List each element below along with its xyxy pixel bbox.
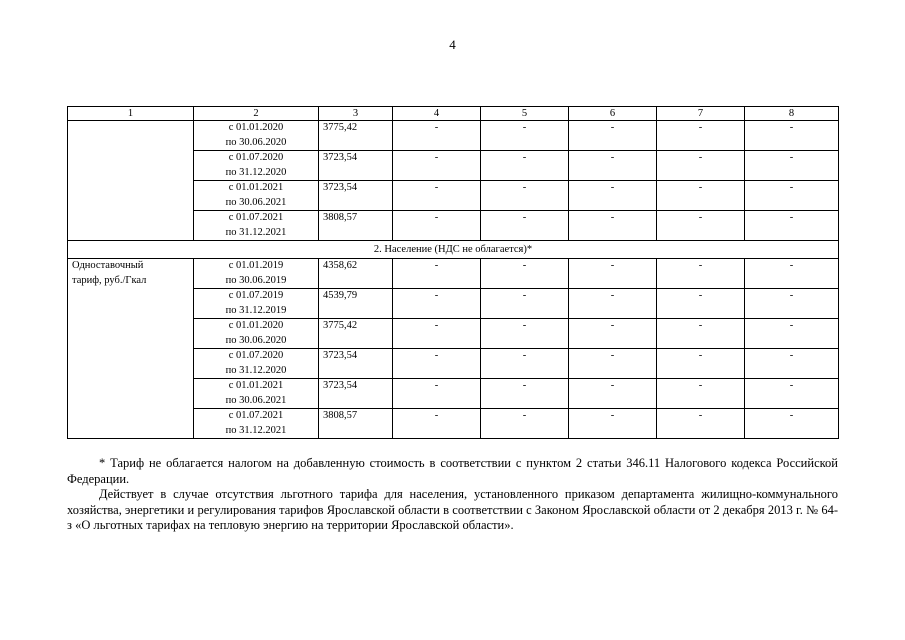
period-cell [194, 211, 319, 241]
empty-value-cell: - [393, 409, 481, 439]
empty-value-cell: - [569, 259, 657, 289]
empty-value-cell: - [569, 211, 657, 241]
empty-value-cell: - [481, 259, 569, 289]
period-cell [194, 409, 319, 439]
period-line: с 01.01.2020 [228, 320, 284, 331]
period-line: по 30.06.2021 [225, 196, 287, 208]
period-line: по 30.06.2021 [225, 394, 287, 406]
empty-value-cell: - [657, 121, 745, 151]
empty-value-cell: - [745, 181, 839, 211]
tariff-name-cell [68, 259, 194, 439]
empty-value-cell: - [393, 349, 481, 379]
period-cell [194, 151, 319, 181]
empty-value-cell: - [569, 181, 657, 211]
period-line: с 01.07.2020 [228, 350, 284, 361]
page-number: 4 [449, 37, 456, 52]
empty-value-cell: - [657, 181, 745, 211]
tariff-name-cell [68, 121, 194, 241]
empty-value-cell: - [657, 409, 745, 439]
table-header-row [68, 107, 839, 121]
period-cell [194, 289, 319, 319]
empty-value-cell: - [569, 319, 657, 349]
tariff-value-cell: 3723,54 [319, 379, 393, 409]
tariff-value-cell: 3723,54 [319, 181, 393, 211]
column-header-6: 6 [569, 107, 657, 121]
empty-value-cell: - [657, 151, 745, 181]
period-line: по 31.12.2020 [225, 166, 287, 178]
empty-value-cell: - [569, 379, 657, 409]
period-line: с 01.01.2020 [228, 122, 284, 133]
period-line: с 01.01.2021 [228, 182, 284, 193]
empty-value-cell: - [657, 319, 745, 349]
empty-value-cell: - [745, 379, 839, 409]
empty-value-cell: - [393, 151, 481, 181]
period-cell [194, 181, 319, 211]
empty-value-cell: - [393, 121, 481, 151]
empty-value-cell: - [569, 349, 657, 379]
period-line: по 30.06.2020 [225, 334, 287, 346]
period-cell [194, 349, 319, 379]
period-line: с 01.07.2019 [228, 290, 284, 301]
empty-value-cell: - [745, 211, 839, 241]
period-line: по 30.06.2019 [225, 274, 287, 286]
tariff-table-body [68, 107, 839, 439]
section-row [68, 241, 839, 259]
empty-value-cell: - [745, 409, 839, 439]
notes-block [67, 456, 838, 534]
period-line: с 01.07.2021 [228, 212, 284, 223]
empty-value-cell: - [657, 211, 745, 241]
tariff-value-cell: 3808,57 [319, 211, 393, 241]
period-line: по 31.12.2020 [225, 364, 287, 376]
column-header-2: 2 [194, 107, 319, 121]
empty-value-cell: - [481, 121, 569, 151]
empty-value-cell: - [745, 289, 839, 319]
table-row [68, 121, 839, 151]
tariff-table [67, 106, 839, 439]
column-header-1: 1 [68, 107, 194, 121]
column-header-4: 4 [393, 107, 481, 121]
empty-value-cell: - [481, 211, 569, 241]
empty-value-cell: - [569, 289, 657, 319]
empty-value-cell: - [657, 289, 745, 319]
period-cell [194, 379, 319, 409]
empty-value-cell: - [657, 349, 745, 379]
footnote-text: * Тариф не облагается налогом на добавленную стоимость в соответствии с пунктом 2 статьи 346.11 Налогового кодекса Российской Федерации. [67, 456, 838, 486]
tariff-value-cell: 3775,42 [319, 319, 393, 349]
period-line: по 30.06.2020 [225, 136, 287, 148]
period-line: с 01.07.2020 [228, 152, 284, 163]
tariff-name-line: тариф, руб./Гкал [72, 274, 147, 286]
empty-value-cell: - [745, 121, 839, 151]
tariff-value-cell: 4539,79 [319, 289, 393, 319]
period-line: по 31.12.2019 [225, 304, 287, 316]
tariff-value-cell: 3723,54 [319, 151, 393, 181]
empty-value-cell: - [481, 349, 569, 379]
empty-value-cell: - [745, 151, 839, 181]
empty-value-cell: - [393, 181, 481, 211]
empty-value-cell: - [481, 409, 569, 439]
period-line: по 31.12.2021 [225, 226, 287, 238]
empty-value-cell: - [393, 259, 481, 289]
empty-value-cell: - [393, 211, 481, 241]
period-cell [194, 121, 319, 151]
tariff-value-cell: 4358,62 [319, 259, 393, 289]
empty-value-cell: - [745, 349, 839, 379]
period-line: с 01.07.2021 [228, 410, 284, 421]
empty-value-cell: - [569, 121, 657, 151]
period-line: с 01.01.2019 [228, 260, 284, 271]
tariff-value-cell: 3775,42 [319, 121, 393, 151]
empty-value-cell: - [481, 379, 569, 409]
tariff-value-cell: 3808,57 [319, 409, 393, 439]
empty-value-cell: - [657, 379, 745, 409]
table-row [68, 259, 839, 289]
period-line: по 31.12.2021 [225, 424, 287, 436]
empty-value-cell: - [393, 289, 481, 319]
tariff-value-cell: 3723,54 [319, 349, 393, 379]
tariff-name-line: Одноставочный [72, 260, 144, 271]
column-header-8: 8 [745, 107, 839, 121]
empty-value-cell: - [481, 151, 569, 181]
empty-value-cell: - [481, 319, 569, 349]
empty-value-cell: - [745, 319, 839, 349]
empty-value-cell: - [393, 319, 481, 349]
column-header-7: 7 [657, 107, 745, 121]
section-title: 2. Население (НДС не облагается)* [68, 241, 839, 259]
empty-value-cell: - [569, 151, 657, 181]
empty-value-cell: - [481, 289, 569, 319]
period-cell [194, 319, 319, 349]
empty-value-cell: - [745, 259, 839, 289]
column-header-5: 5 [481, 107, 569, 121]
column-header-3: 3 [319, 107, 393, 121]
empty-value-cell: - [569, 409, 657, 439]
empty-value-cell: - [657, 259, 745, 289]
applicability-paragraph: Действует в случае отсутствия льготного тарифа для населения, установленного приказом департамента жилищно-коммунального хозяйства, энергетики и регулирования тарифов Ярославской области в соответствии с Законом Ярославской области от 2 декабря 2013 г. № 64-з «О льготных тарифах на тепловую энергию на территории Ярославской области». [67, 487, 838, 532]
empty-value-cell: - [393, 379, 481, 409]
period-cell [194, 259, 319, 289]
empty-value-cell: - [481, 181, 569, 211]
period-line: с 01.01.2021 [228, 380, 284, 391]
